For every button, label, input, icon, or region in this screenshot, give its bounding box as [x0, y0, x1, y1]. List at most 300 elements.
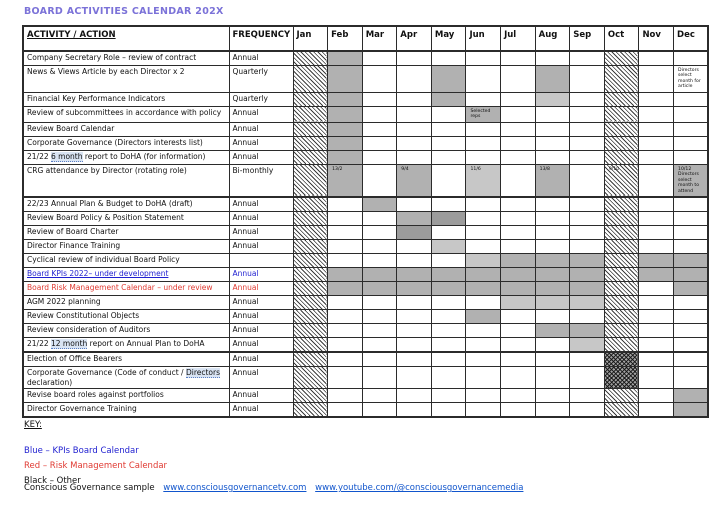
activity-cell: Board Risk Management Calendar – under review	[23, 282, 229, 296]
month-cell-jul	[501, 150, 536, 164]
month-cell-aug	[535, 150, 570, 164]
cell-note: 11/6	[470, 166, 481, 172]
month-cell-jun	[466, 65, 501, 92]
month-cell-jan	[293, 136, 328, 150]
month-cell-apr	[397, 226, 432, 240]
month-cell-may	[431, 268, 466, 282]
key-entry-red: Red – Risk Management Calendar	[24, 460, 168, 471]
month-cell-sep	[570, 164, 605, 197]
month-cell-jun	[466, 310, 501, 324]
month-cell-jan	[293, 296, 328, 310]
month-cell-feb	[328, 254, 363, 268]
activity-row	[23, 92, 708, 106]
activity-row	[23, 402, 708, 417]
month-cell-dec	[674, 338, 709, 353]
month-cell-mar	[362, 51, 397, 66]
frequency-cell: Annual	[229, 338, 293, 353]
activity-row	[23, 324, 708, 338]
activity-row	[23, 254, 708, 268]
month-cell-mar	[362, 310, 397, 324]
frequency-cell: Annual	[229, 402, 293, 417]
month-header: Dec	[674, 26, 709, 51]
month-cell-may	[431, 254, 466, 268]
month-cell-oct	[604, 338, 639, 353]
activity-row	[23, 352, 708, 367]
month-cell-dec	[674, 164, 709, 197]
month-cell-jan	[293, 402, 328, 417]
month-cell-apr	[397, 402, 432, 417]
month-cell-apr	[397, 296, 432, 310]
cell-note: 10/12 Directors select month to attend	[678, 166, 700, 194]
month-cell-feb	[328, 150, 363, 164]
month-cell-aug	[535, 296, 570, 310]
activity-row	[23, 122, 708, 136]
frequency-cell: Annual	[229, 282, 293, 296]
frequency-cell: Annual	[229, 106, 293, 122]
month-cell-dec	[674, 402, 709, 417]
month-cell-apr	[397, 282, 432, 296]
month-cell-mar	[362, 65, 397, 92]
month-cell-may	[431, 197, 466, 212]
month-cell-mar	[362, 197, 397, 212]
month-cell-nov	[639, 296, 674, 310]
month-cell-apr	[397, 240, 432, 254]
month-cell-oct	[604, 197, 639, 212]
month-cell-apr	[397, 352, 432, 367]
month-cell-sep	[570, 240, 605, 254]
frequency-cell: Annual	[229, 51, 293, 66]
month-cell-mar	[362, 122, 397, 136]
month-cell-apr	[397, 254, 432, 268]
month-cell-jan	[293, 51, 328, 66]
month-cell-oct	[604, 388, 639, 402]
activity-cell: Financial Key Performance Indicators	[23, 92, 229, 106]
grammar-highlight: Directors	[185, 368, 221, 378]
month-cell-aug	[535, 367, 570, 389]
month-cell-jun	[466, 352, 501, 367]
month-cell-jan	[293, 338, 328, 353]
month-cell-jan	[293, 65, 328, 92]
month-cell-oct	[604, 352, 639, 367]
activity-row	[23, 197, 708, 212]
activity-row	[23, 388, 708, 402]
month-cell-sep	[570, 402, 605, 417]
month-header: Jul	[501, 26, 536, 51]
month-cell-aug	[535, 240, 570, 254]
month-cell-jan	[293, 226, 328, 240]
grammar-highlight: 6 month	[51, 151, 83, 161]
activity-row	[23, 367, 708, 389]
month-cell-may	[431, 122, 466, 136]
month-cell-mar	[362, 282, 397, 296]
month-cell-may	[431, 106, 466, 122]
month-cell-apr	[397, 212, 432, 226]
month-cell-jul	[501, 122, 536, 136]
month-cell-jul	[501, 106, 536, 122]
month-cell-jun	[466, 324, 501, 338]
month-cell-nov	[639, 106, 674, 122]
month-cell-feb	[328, 197, 363, 212]
footer-text: Conscious Governance sample	[24, 483, 155, 493]
month-cell-nov	[639, 324, 674, 338]
key-entry-black: Black – Other	[24, 475, 81, 486]
frequency-cell: Annual	[229, 226, 293, 240]
activity-row	[23, 212, 708, 226]
month-cell-may	[431, 402, 466, 417]
month-cell-nov	[639, 226, 674, 240]
month-cell-sep	[570, 310, 605, 324]
activity-row	[23, 268, 708, 282]
month-cell-jun	[466, 268, 501, 282]
month-cell-may	[431, 150, 466, 164]
month-cell-jul	[501, 51, 536, 66]
month-cell-mar	[362, 92, 397, 106]
month-cell-oct	[604, 240, 639, 254]
activity-cell: 21/22 6 month report to DoHA (for information)	[23, 150, 229, 164]
month-cell-nov	[639, 240, 674, 254]
month-cell-mar	[362, 254, 397, 268]
month-cell-jan	[293, 92, 328, 106]
month-cell-apr	[397, 150, 432, 164]
month-cell-sep	[570, 122, 605, 136]
month-cell-apr	[397, 65, 432, 92]
month-cell-aug	[535, 212, 570, 226]
month-cell-mar	[362, 324, 397, 338]
footer	[24, 483, 523, 493]
month-cell-jan	[293, 122, 328, 136]
month-cell-aug	[535, 254, 570, 268]
month-cell-jun	[466, 388, 501, 402]
frequency-cell: Annual	[229, 197, 293, 212]
month-cell-oct	[604, 268, 639, 282]
month-cell-mar	[362, 352, 397, 367]
month-cell-dec	[674, 310, 709, 324]
month-cell-sep	[570, 197, 605, 212]
month-cell-apr	[397, 268, 432, 282]
activity-row	[23, 65, 708, 92]
month-cell-nov	[639, 65, 674, 92]
month-cell-jul	[501, 92, 536, 106]
month-cell-jul	[501, 212, 536, 226]
month-cell-aug	[535, 51, 570, 66]
month-cell-jul	[501, 352, 536, 367]
activity-cell: Election of Office Bearers	[23, 352, 229, 367]
month-cell-apr	[397, 136, 432, 150]
month-cell-mar	[362, 226, 397, 240]
frequency-cell: Annual	[229, 367, 293, 389]
month-cell-oct	[604, 324, 639, 338]
key-section	[24, 420, 167, 488]
month-cell-jan	[293, 352, 328, 367]
frequency-cell: Bi-monthly	[229, 164, 293, 197]
month-cell-jun	[466, 226, 501, 240]
month-cell-may	[431, 240, 466, 254]
month-cell-mar	[362, 338, 397, 353]
month-cell-aug	[535, 106, 570, 122]
month-cell-may	[431, 282, 466, 296]
calendar-table	[22, 25, 709, 418]
activity-cell: Review Constitutional Objects	[23, 310, 229, 324]
month-cell-aug	[535, 65, 570, 92]
month-cell-jun	[466, 92, 501, 106]
activity-cell: Review of Board Charter	[23, 226, 229, 240]
month-cell-sep	[570, 296, 605, 310]
activity-row	[23, 136, 708, 150]
month-cell-sep	[570, 388, 605, 402]
month-cell-jan	[293, 324, 328, 338]
frequency-cell: Annual	[229, 324, 293, 338]
month-cell-jan	[293, 310, 328, 324]
activity-row	[23, 296, 708, 310]
month-cell-jul	[501, 310, 536, 324]
month-header: May	[431, 26, 466, 51]
month-cell-dec	[674, 226, 709, 240]
activity-row	[23, 150, 708, 164]
month-cell-sep	[570, 282, 605, 296]
month-cell-apr	[397, 164, 432, 197]
month-cell-feb	[328, 282, 363, 296]
month-cell-dec	[674, 352, 709, 367]
month-cell-feb	[328, 51, 363, 66]
month-cell-may	[431, 367, 466, 389]
month-cell-dec	[674, 92, 709, 106]
month-cell-dec	[674, 150, 709, 164]
month-cell-aug	[535, 164, 570, 197]
month-cell-dec	[674, 324, 709, 338]
month-header: Jun	[466, 26, 501, 51]
month-cell-nov	[639, 402, 674, 417]
month-cell-dec	[674, 296, 709, 310]
cell-note: 9/10	[608, 166, 620, 172]
month-cell-jul	[501, 197, 536, 212]
month-cell-jun	[466, 254, 501, 268]
month-cell-nov	[639, 197, 674, 212]
month-cell-feb	[328, 212, 363, 226]
month-cell-oct	[604, 310, 639, 324]
month-cell-sep	[570, 254, 605, 268]
frequency-cell: Annual	[229, 212, 293, 226]
activity-row	[23, 51, 708, 66]
month-header: Sep	[570, 26, 605, 51]
month-cell-aug	[535, 402, 570, 417]
month-cell-feb	[328, 164, 363, 197]
month-cell-jul	[501, 282, 536, 296]
month-cell-apr	[397, 338, 432, 353]
month-cell-oct	[604, 65, 639, 92]
month-cell-jun	[466, 338, 501, 353]
activity-cell: News & Views Article by each Director x 2	[23, 65, 229, 92]
month-cell-jul	[501, 254, 536, 268]
month-cell-apr	[397, 367, 432, 389]
activity-cell: 22/23 Annual Plan & Budget to DoHA (draft)	[23, 197, 229, 212]
month-cell-oct	[604, 51, 639, 66]
month-cell-dec	[674, 240, 709, 254]
month-cell-oct	[604, 282, 639, 296]
month-cell-oct	[604, 296, 639, 310]
month-cell-mar	[362, 388, 397, 402]
month-cell-apr	[397, 51, 432, 66]
month-cell-jun	[466, 164, 501, 197]
activity-cell: Company Secretary Role – review of contract	[23, 51, 229, 66]
month-cell-jun	[466, 136, 501, 150]
month-cell-sep	[570, 226, 605, 240]
month-cell-dec	[674, 388, 709, 402]
activity-cell: AGM 2022 planning	[23, 296, 229, 310]
month-cell-dec	[674, 65, 709, 92]
month-cell-aug	[535, 197, 570, 212]
month-cell-feb	[328, 296, 363, 310]
month-cell-may	[431, 388, 466, 402]
month-cell-aug	[535, 388, 570, 402]
month-cell-jan	[293, 268, 328, 282]
month-cell-jan	[293, 197, 328, 212]
month-cell-dec	[674, 367, 709, 389]
month-cell-may	[431, 296, 466, 310]
key-heading: KEY:	[24, 420, 42, 430]
month-cell-jun	[466, 367, 501, 389]
activity-row	[23, 282, 708, 296]
month-header: Nov	[639, 26, 674, 51]
month-cell-aug	[535, 92, 570, 106]
month-cell-oct	[604, 254, 639, 268]
frequency-cell: Quarterly	[229, 92, 293, 106]
grammar-highlight: 12 month	[51, 339, 88, 349]
month-cell-jan	[293, 282, 328, 296]
month-cell-sep	[570, 65, 605, 92]
month-cell-jun	[466, 106, 501, 122]
month-cell-jun	[466, 122, 501, 136]
month-cell-sep	[570, 352, 605, 367]
month-cell-oct	[604, 136, 639, 150]
activity-cell: 21/22 12 month report on Annual Plan to DoHA	[23, 338, 229, 353]
month-cell-dec	[674, 136, 709, 150]
month-cell-mar	[362, 367, 397, 389]
month-cell-jul	[501, 338, 536, 353]
month-cell-feb	[328, 136, 363, 150]
month-cell-sep	[570, 268, 605, 282]
cell-note: 13/2	[332, 166, 343, 172]
activity-cell: Review Board Calendar	[23, 122, 229, 136]
month-cell-mar	[362, 150, 397, 164]
month-cell-may	[431, 92, 466, 106]
month-cell-feb	[328, 268, 363, 282]
month-cell-nov	[639, 338, 674, 353]
activity-column-header: ACTIVITY / ACTION	[23, 26, 229, 51]
month-cell-may	[431, 51, 466, 66]
month-cell-jun	[466, 51, 501, 66]
month-cell-nov	[639, 310, 674, 324]
page-title: BOARD ACTIVITIES CALENDAR 202X	[24, 6, 224, 17]
month-cell-oct	[604, 226, 639, 240]
activity-cell: Corporate Governance (Code of conduct / Directors declaration)	[23, 367, 229, 389]
month-cell-may	[431, 310, 466, 324]
month-cell-nov	[639, 150, 674, 164]
month-cell-nov	[639, 352, 674, 367]
frequency-cell: Annual	[229, 296, 293, 310]
frequency-cell: Quarterly	[229, 65, 293, 92]
activity-cell: Review Board Policy & Position Statement	[23, 212, 229, 226]
activity-cell: Board KPIs 2022– under development	[23, 268, 229, 282]
month-cell-may	[431, 65, 466, 92]
month-cell-aug	[535, 310, 570, 324]
month-cell-jul	[501, 164, 536, 197]
footer-link-youtube[interactable]: www.youtube.com/@consciousgovernancemedia	[315, 483, 524, 493]
month-cell-mar	[362, 164, 397, 197]
month-cell-may	[431, 226, 466, 240]
month-cell-feb	[328, 367, 363, 389]
month-cell-jan	[293, 240, 328, 254]
month-cell-aug	[535, 268, 570, 282]
month-cell-jan	[293, 254, 328, 268]
month-cell-oct	[604, 367, 639, 389]
month-cell-jan	[293, 164, 328, 197]
month-cell-sep	[570, 338, 605, 353]
month-cell-feb	[328, 240, 363, 254]
month-cell-mar	[362, 296, 397, 310]
activity-row	[23, 240, 708, 254]
activity-row	[23, 106, 708, 122]
frequency-cell: Annual	[229, 310, 293, 324]
month-cell-feb	[328, 226, 363, 240]
month-cell-jul	[501, 367, 536, 389]
month-cell-oct	[604, 92, 639, 106]
month-cell-dec	[674, 106, 709, 122]
frequency-cell: Annual	[229, 240, 293, 254]
month-header: Aug	[535, 26, 570, 51]
month-cell-nov	[639, 164, 674, 197]
month-cell-dec	[674, 212, 709, 226]
month-cell-apr	[397, 106, 432, 122]
month-cell-jul	[501, 402, 536, 417]
month-cell-mar	[362, 268, 397, 282]
frequency-cell	[229, 254, 293, 268]
calendar-header	[23, 26, 708, 51]
month-cell-may	[431, 352, 466, 367]
month-cell-oct	[604, 164, 639, 197]
month-cell-sep	[570, 212, 605, 226]
key-entry-blue: Blue – KPIs Board Calendar	[24, 446, 139, 456]
footer-link-tv[interactable]: www.consciousgovernancetv.com	[163, 483, 307, 493]
cell-note: 9/4	[401, 166, 409, 172]
month-cell-aug	[535, 352, 570, 367]
activity-cell: Cyclical review of individual Board Policy	[23, 254, 229, 268]
month-cell-aug	[535, 226, 570, 240]
month-cell-jul	[501, 136, 536, 150]
month-cell-nov	[639, 282, 674, 296]
month-cell-apr	[397, 122, 432, 136]
month-cell-apr	[397, 324, 432, 338]
activity-cell: Corporate Governance (Directors interests list)	[23, 136, 229, 150]
cell-note: Selected reps	[470, 108, 491, 120]
month-cell-jul	[501, 388, 536, 402]
month-cell-mar	[362, 106, 397, 122]
calendar-body	[23, 51, 708, 417]
month-header: Mar	[362, 26, 397, 51]
frequency-column-header: FREQUENCY	[229, 26, 293, 51]
month-cell-aug	[535, 324, 570, 338]
month-cell-jan	[293, 367, 328, 389]
activity-row	[23, 164, 708, 197]
month-cell-jun	[466, 240, 501, 254]
month-cell-apr	[397, 310, 432, 324]
month-cell-nov	[639, 367, 674, 389]
month-cell-dec	[674, 51, 709, 66]
month-cell-feb	[328, 324, 363, 338]
month-cell-dec	[674, 197, 709, 212]
month-cell-oct	[604, 150, 639, 164]
month-cell-mar	[362, 240, 397, 254]
month-cell-apr	[397, 197, 432, 212]
